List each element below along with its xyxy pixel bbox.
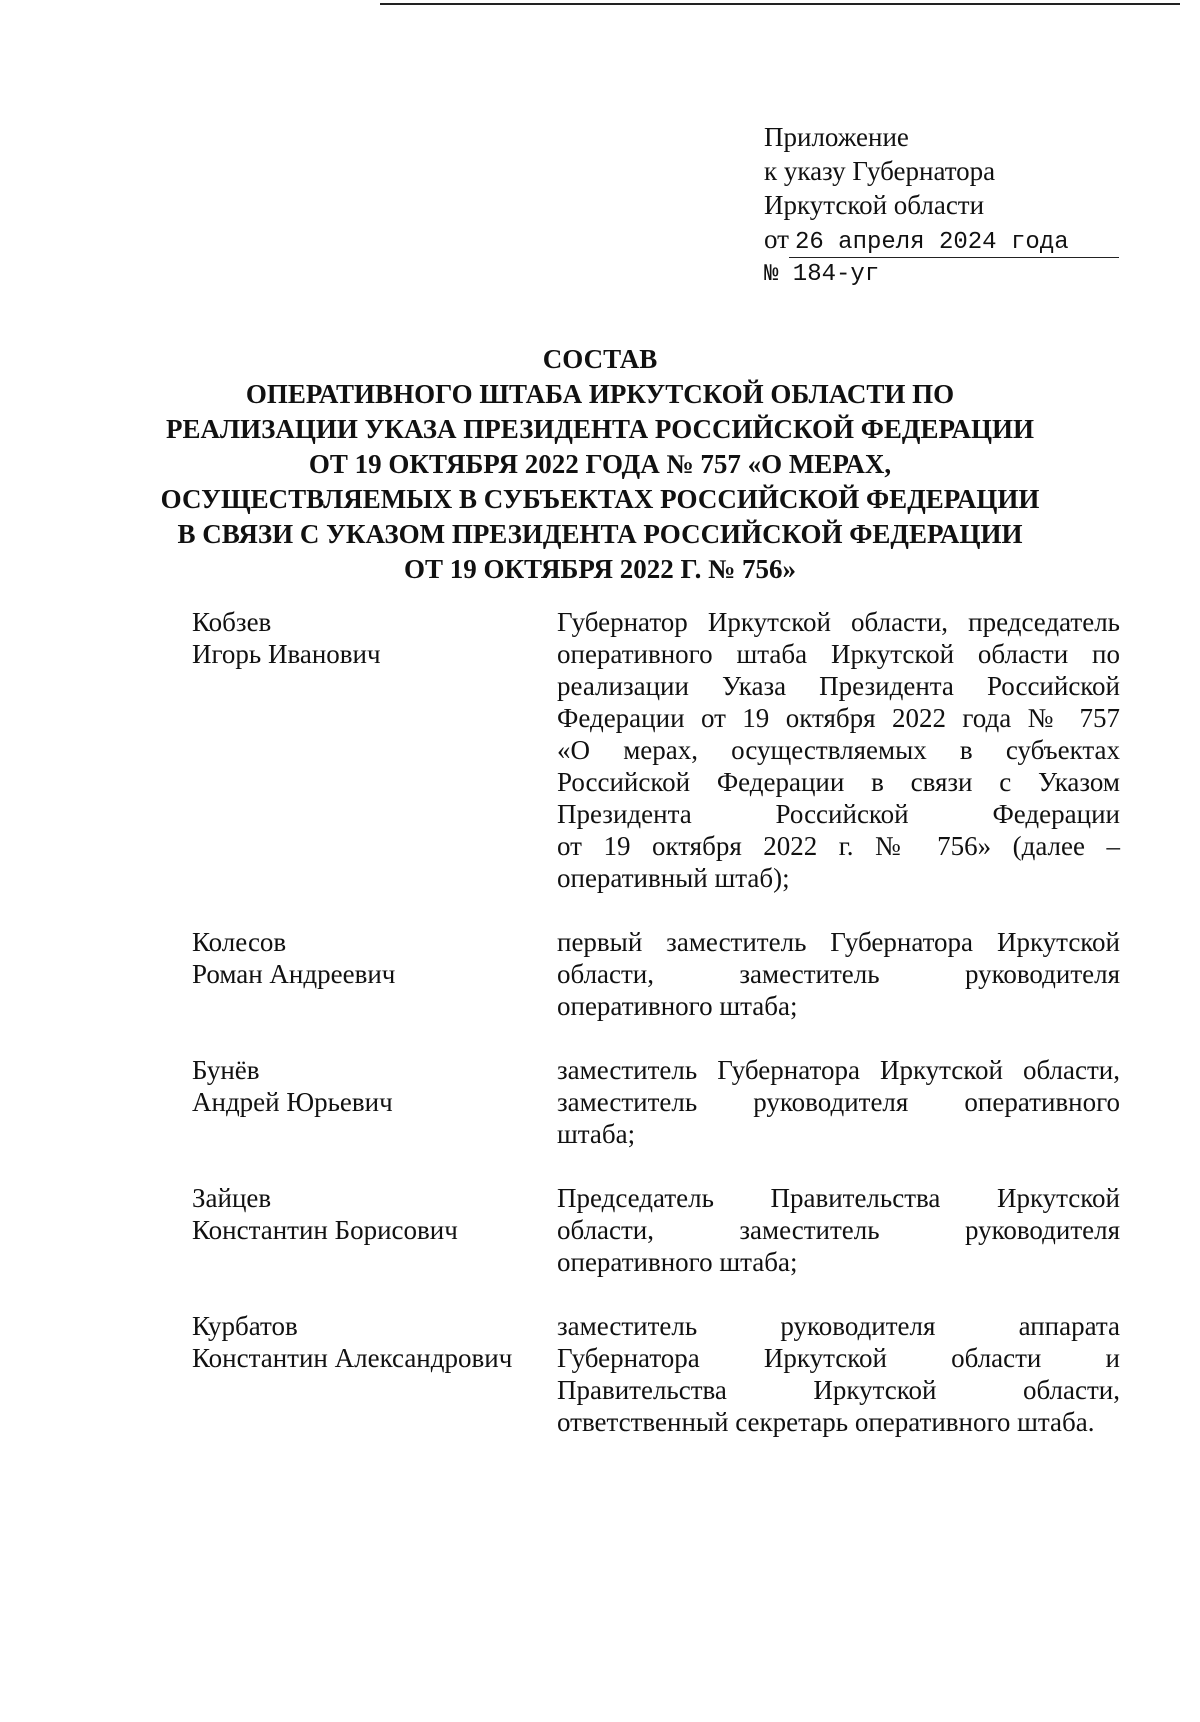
member-entry: [192, 1310, 1120, 1438]
member-entry: [192, 926, 1120, 1022]
title-line: ОПЕРАТИВНОГО ШТАБА ИРКУТСКОЙ ОБЛАСТИ ПО: [245, 379, 955, 409]
member-surname: Зайцев: [192, 1183, 272, 1213]
title-line: ОТ 19 ОКТЯБРЯ 2022 ГОДА № 757 «О МЕРАХ,: [308, 449, 892, 479]
role-line: реализации Указа Президента Российской: [557, 671, 1120, 701]
role-line: от 19 октября 2022 г. № 756» (далее –: [557, 831, 1120, 861]
member-name: [192, 1054, 557, 1150]
member-name: [192, 606, 557, 894]
member-given-name: Константин Борисович: [192, 1215, 458, 1245]
top-rule: [380, 3, 1180, 5]
member-entry: [192, 1182, 1120, 1278]
role-line: Федерации от 19 октября 2022 года № 757: [557, 703, 1120, 733]
member-entry: [192, 606, 1120, 894]
role-line: оперативного штаба;: [557, 1247, 798, 1277]
member-surname: Колесов: [192, 927, 287, 957]
role-line: «О мерах, осуществляемых в субъектах: [557, 735, 1120, 765]
member-given-name: Роман Андреевич: [192, 959, 396, 989]
member-given-name: Игорь Иванович: [192, 639, 381, 669]
title-line: СОСТАВ: [542, 344, 658, 374]
appendix-block: [764, 120, 1119, 292]
member-surname: Бунёв: [192, 1055, 260, 1085]
member-role: [557, 1310, 1120, 1438]
appendix-date-line: [764, 222, 1119, 258]
role-line: заместитель руководителя аппарата: [557, 1311, 1120, 1341]
member-role: [557, 1054, 1120, 1150]
date-prefix: от: [764, 224, 789, 254]
appendix-line: Приложение: [764, 122, 909, 152]
role-line: Губернатор Иркутской области, председатель: [557, 607, 1120, 637]
title-line: ОСУЩЕСТВЛЯЕМЫХ В СУБЪЕКТАХ РОССИЙСКОЙ ФЕДЕРАЦИИ: [160, 484, 1040, 514]
role-line: области, заместитель руководителя: [557, 959, 1120, 989]
members-list: [192, 606, 1120, 1470]
member-given-name: Константин Александрович: [192, 1343, 513, 1373]
role-line: Правительства Иркутской области,: [557, 1375, 1120, 1405]
date-value: 26 апреля 2024 года: [789, 229, 1119, 258]
role-line: оперативный штаб);: [557, 863, 790, 893]
member-name: [192, 1310, 557, 1438]
role-line: первый заместитель Губернатора Иркутской: [557, 927, 1120, 957]
role-line: ответственный секретарь оперативного штаба.: [557, 1407, 1095, 1437]
document-title: [100, 342, 1100, 587]
role-line: Губернатора Иркутской области и: [557, 1343, 1120, 1373]
appendix-line: Иркутской области: [764, 190, 985, 220]
member-surname: Курбатов: [192, 1311, 298, 1341]
member-role: [557, 926, 1120, 1022]
role-line: оперативного штаба Иркутской области по: [557, 639, 1120, 669]
role-line: Председатель Правительства Иркутской: [557, 1183, 1120, 1213]
title-line: В СВЯЗИ С УКАЗОМ ПРЕЗИДЕНТА РОССИЙСКОЙ ФЕДЕРАЦИИ: [177, 519, 1023, 549]
member-name: [192, 1182, 557, 1278]
appendix-line: к указу Губернатора: [764, 156, 996, 186]
title-line: РЕАЛИЗАЦИИ УКАЗА ПРЕЗИДЕНТА РОССИЙСКОЙ ФЕДЕРАЦИИ: [165, 414, 1035, 444]
role-line: заместитель руководителя оперативного: [557, 1087, 1120, 1117]
role-line: Президента Российской Федерации: [557, 799, 1120, 829]
decree-number: № 184-уг: [764, 261, 880, 288]
role-line: заместитель Губернатора Иркутской области,: [557, 1055, 1120, 1085]
role-line: области, заместитель руководителя: [557, 1215, 1120, 1245]
member-role: [557, 606, 1120, 894]
role-line: штаба;: [557, 1119, 636, 1149]
role-line: Российской Федерации в связи с Указом: [557, 767, 1120, 797]
member-name: [192, 926, 557, 1022]
member-given-name: Андрей Юрьевич: [192, 1087, 393, 1117]
title-line: ОТ 19 ОКТЯБРЯ 2022 Г. № 756»: [403, 554, 797, 584]
member-role: [557, 1182, 1120, 1278]
member-entry: [192, 1054, 1120, 1150]
member-surname: Кобзев: [192, 607, 272, 637]
role-line: оперативного штаба;: [557, 991, 798, 1021]
